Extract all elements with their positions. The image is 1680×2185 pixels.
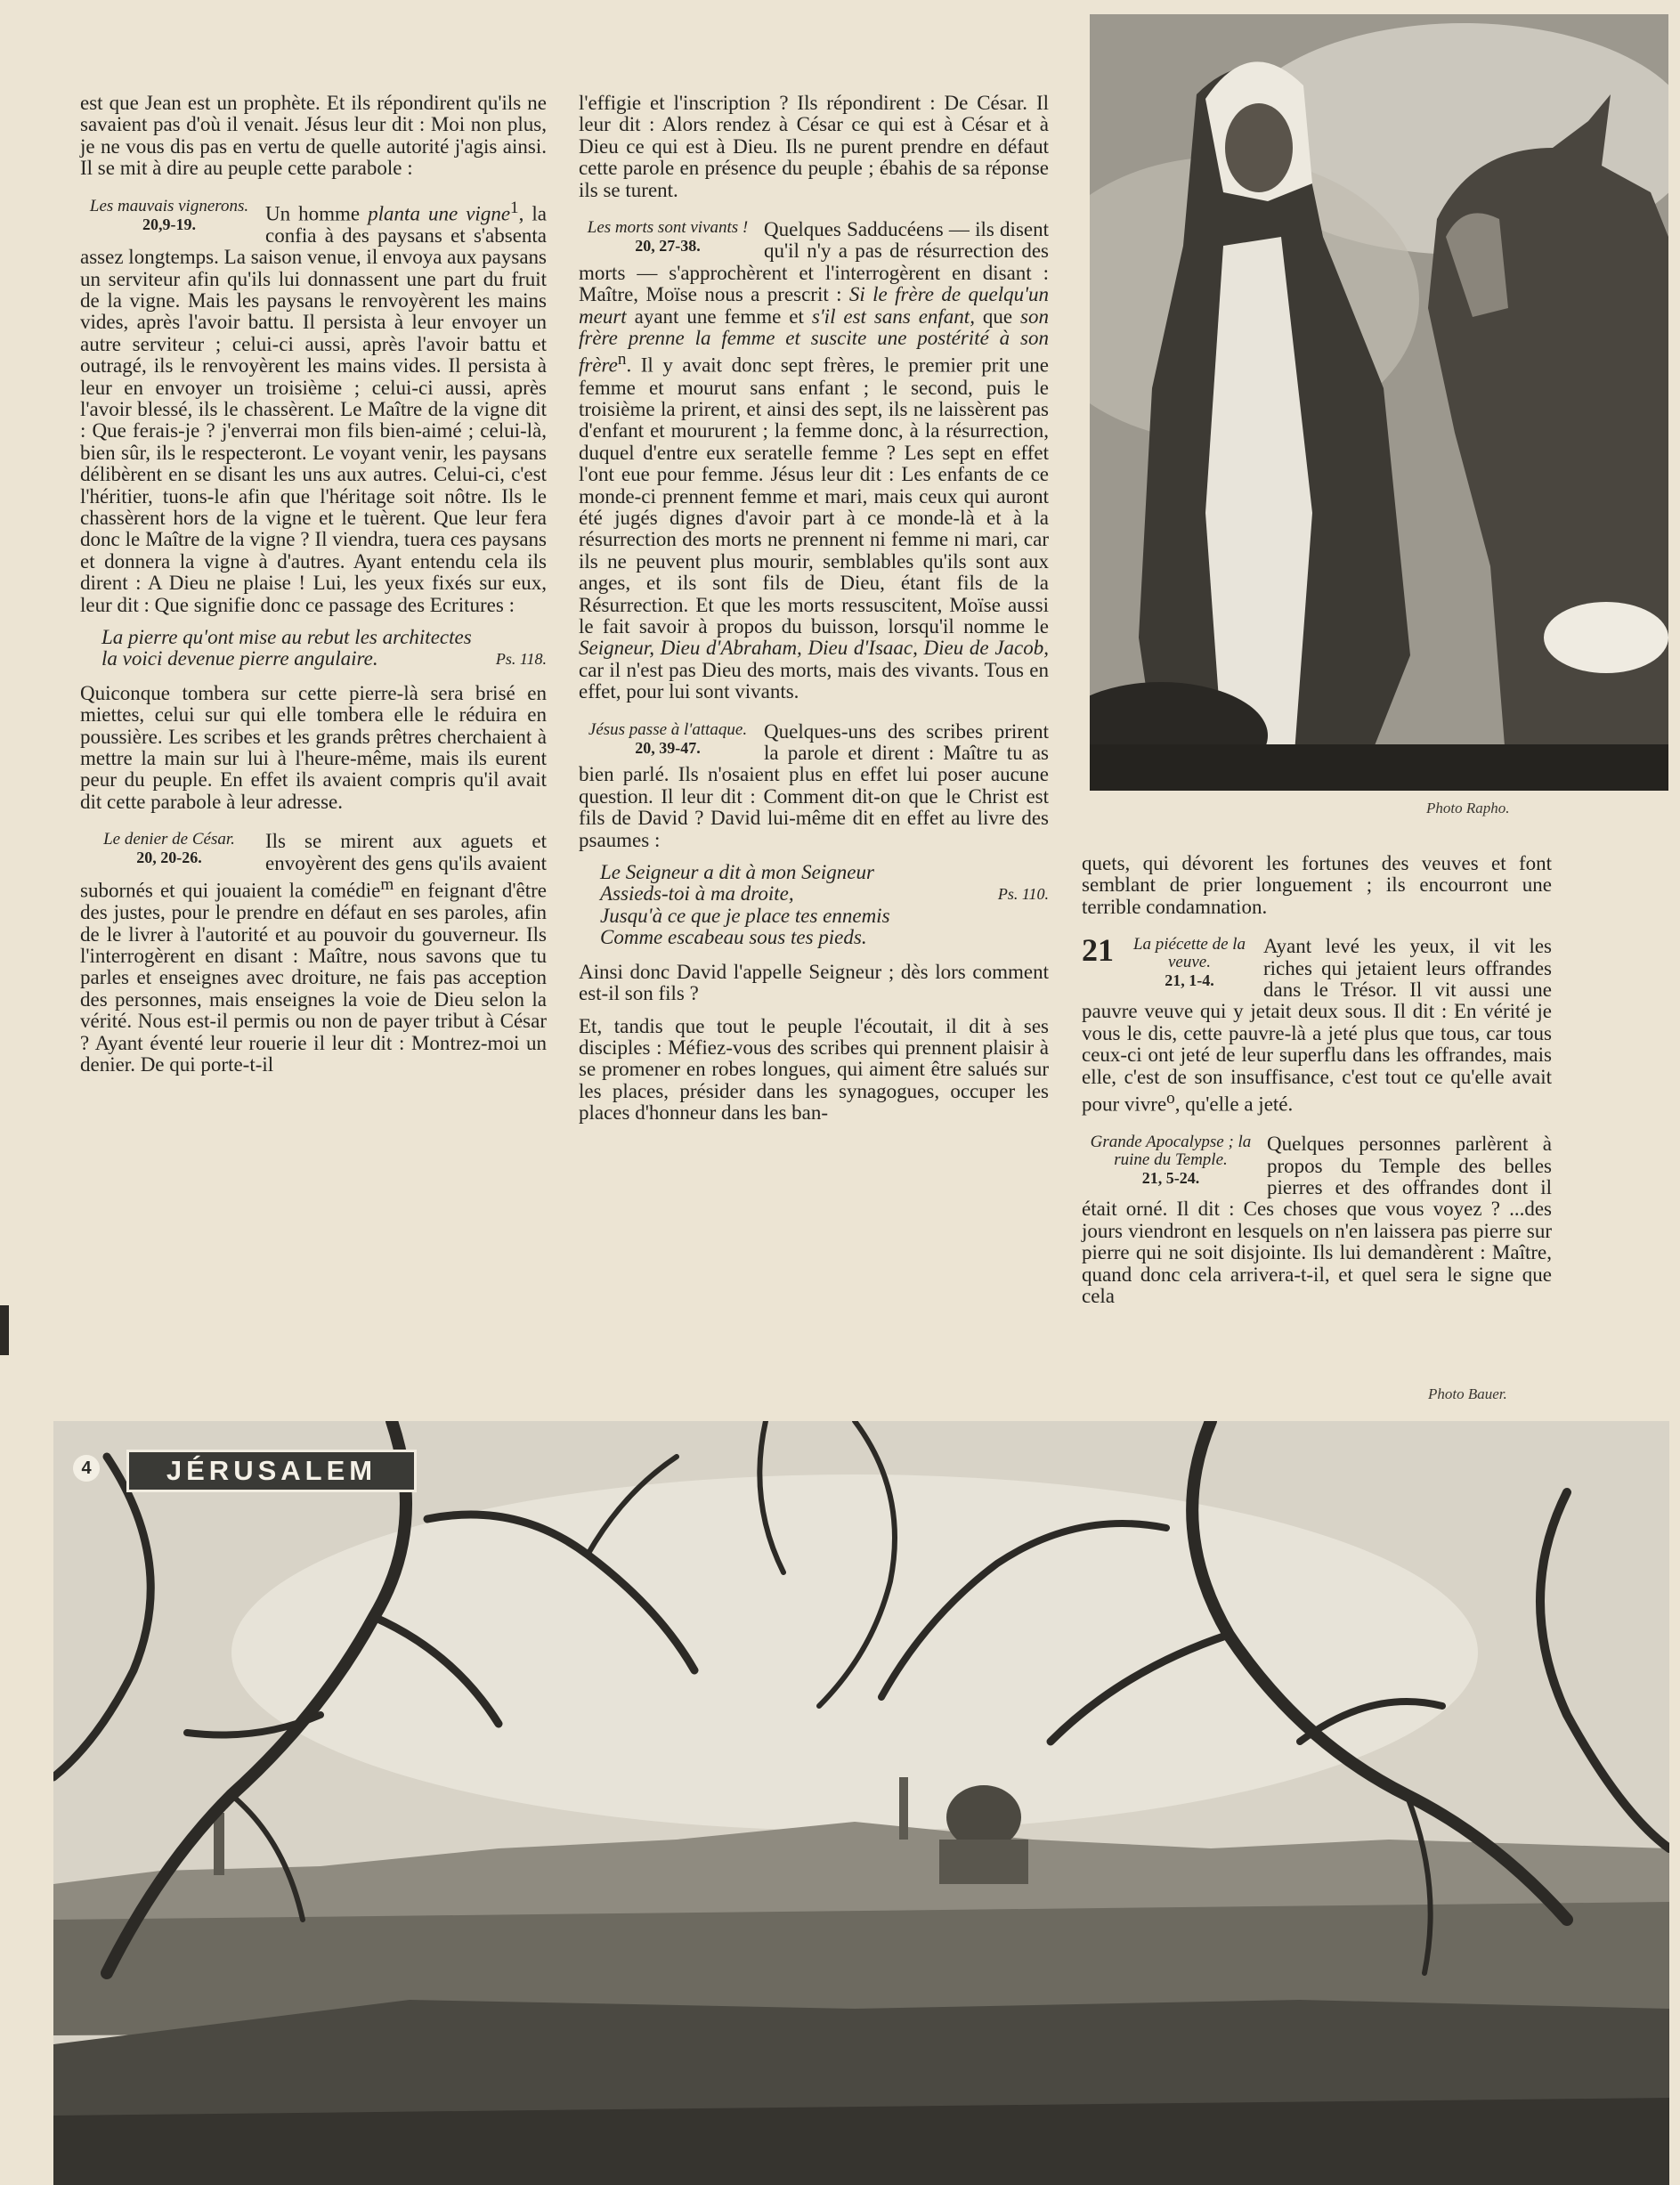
margin-note [1123,936,1256,989]
italic-run: planta une vigne [368,202,511,225]
photo-illustration [53,1421,1669,2185]
italic-run: s'il est sans enfant, [811,305,975,328]
paragraph: Et, tandis que tout le peuple l'écoutait, il dit à ses disciples : Méfiez-vous des scribes qui prennent plaisir à se promener en robes longues, qui aiment être salués sur les places, présider dans les synagogues, occuper les places d'honneur dans les ban- [579,1014,1049,1125]
paragraph [80,831,547,1076]
paragraph: Quelques personnes parlèrent à propos du Temple des belles pierres et des offrandes dont il était orné. Il dit : Ces choses que vous voyez ? ...des jours viendront en lesquels on n'en laissera pas pierre sur pierre qui ne soit disjointe. Ils lui demandèrent : Maître, quand donc cela arrivera-t-il, et quel sera le signe que cela [1082,1133,1552,1307]
text-run: Ils se mirent aux aguets et envoyèrent des gens qu'ils avaient subornés et qui jouaient la comédie [80,830,547,902]
text-run: Un homme [265,202,369,225]
section-denier-cesar [80,831,547,1076]
italic-run: Seigneur, Dieu d'Abraham, Dieu d'Isaac, Dieu de Jacob, [579,637,1049,660]
psalm-ref: Ps. 118. [495,650,547,669]
margin-note [579,721,757,757]
text-run: ayant une femme et [626,305,812,328]
photo-credit-bottom: Photo Bauer. [1428,1385,1507,1402]
margin-note-ref: 21, 1-4. [1165,971,1214,990]
footnote-mark: o [1166,1089,1175,1109]
margin-note-title: La piécette de la veuve. [1132,935,1246,972]
margin-note-title: Jésus passe à l'attaque. [588,719,748,739]
margin-note-ref: 20, 39-47. [635,738,701,757]
section-grande-apocalypse [1082,1133,1552,1307]
photo-jerusalem-panorama [53,1421,1669,2185]
text-column-3 [1082,853,1552,1318]
section-piecette-veuve [1082,932,1552,1116]
quote-line: La pierre qu'ont mise au rebut les architectes [101,626,472,648]
section-jesus-attaque [579,721,1049,851]
paragraph [579,219,1049,703]
page-edge-mark [0,1305,9,1355]
paragraph: est que Jean est un prophète. Et ils répondirent qu'ils ne savaient pas d'où il venait. Jésus leur dit : Moi non plus, je ne vous dis pas en vertu de quelle autorité j'agis ainsi. Il se mit à dire au peuple cette parabole : [80,92,547,180]
margin-note [80,198,258,233]
margin-note-ref: 21, 5-24. [1141,1169,1200,1188]
page-number: 4 [73,1455,100,1482]
photo-credit-top: Photo Rapho. [1426,800,1510,816]
text-run: Quelques Sadducéens — ils disent qu'il n'y a pas de résurrection des morts — s'approchèrent et l'interrogèrent en disant : Maître, Moïse nous a prescrit : [579,218,1049,306]
margin-note [80,831,258,866]
paragraph: Quiconque tombera sur cette pierre-là sera brisé en miettes, celui sur qui elle tombera elle le réduira en poussière. Les scribes et les grands prêtres cherchaient à mettre la main sur lui à l'heure-même, mais ils eurent peur du peuple. En effet ils avaient compris qu'il avait dit cette parabole à leur adresse. [80,681,547,813]
text-run: , qu'elle a jeté. [1174,1092,1294,1116]
text-column-1 [80,93,547,1086]
footnote-mark: 1 [510,198,519,217]
text-run: que [974,305,1021,328]
text-run: , la confia à des paysans et s'absenta assez longtemps. La saison venue, il envoya aux paysans un serviteur afin qu'ils lui donnassent une part du fruit de la vigne. Mais les paysans le renvoyèrent les mains vides, après l'avoir battu. Il persista à leur envoyer un autre serviteur ; celui-ci aussi, après l'avoir battu et outragé, ils le renvoyèrent les mains vides. Il persista à leur en envoyer un troisième ; celui-ci aussi, après l'avoir blessé, ils le chassèrent. Le Maître de la vigne dit : Que ferais-je ? j'enverrai mon fils bien-aimé ; celui-là, bien sûr, ils le respecteront. Le voyant venir, les paysans délibèrent en se disant les uns aux autres. Celui-ci, c'est l'héritier, tuons-le afin que l'héritage soit nôtre. Ils le chassèrent hors de la vigne et le tuèrent. Que leur fera donc le Maître de la vigne ? Il viendra, tuera ces paysans et donnera la vigne à d'autres. Ayant entendu cela ils dirent : A Dieu ne plaise ! Lui, les yeux fixés sur eux, leur dit : Que signifie donc ce passage des Ecritures : [80,202,547,616]
quote-line: Assieds-toi à ma droite, [600,882,794,906]
text-run: en feignant d'être des justes, pour le prendre en défaut en ses paroles, afin de le livrer à l'autorité et au pouvoir du gouverneur. Ils l'interrogèrent en disant : Maître, nous savons que tu parles et enseignes avec droiture, ne fais pas acception des personnes, mais enseignes la voie de Dieu selon la vérité. Nous est-il permis ou non de payer tribut à César ? Ayant éventé leur rouerie il leur dit : Montrez-moi un denier. De qui porte-t-il [80,879,547,1076]
section-mauvais-vignerons [80,198,547,616]
paragraph: quets, qui dévorent les fortunes des veuves et font semblant de prier longuement ; ils encourront une terrible condamnation. [1082,852,1552,918]
margin-note-title: Les mauvais vignerons. [89,196,249,215]
margin-note-ref: 20, 27-38. [635,237,701,256]
section-morts-vivants [579,219,1049,703]
psalm-ref: Ps. 110. [997,885,1049,904]
margin-note-title: Grande Apocalypse ; la ruine du Temple. [1090,1133,1252,1170]
footnote-mark: n [617,350,627,370]
paragraph: Ainsi donc David l'appelle Seigneur ; dès lors comment est-il son fils ? [579,960,1049,1005]
text-run: car il n'est pas Dieu des morts, mais des vivants. Tous en effet, pour lui sont vivants. [579,658,1049,703]
paragraph: Quelques-uns des scribes prirent la parole et dirent : Maître tu as bien parlé. Ils n'osaient plus en effet lui poser aucune question. Il leur dit : Comment dit-on que le Christ est fils de David ? David lui-même dit en effet au livre des psaumes : [579,719,1049,851]
italic-run: son frère prenne la femme et suscite une postérité à son frère [579,305,1049,378]
scripture-quote [600,862,1049,949]
italic-run: Si le frère de quelqu'un meurt [579,283,1049,328]
margin-note-title: Les morts sont vivants ! [587,218,749,238]
quote-line: Le Seigneur a dit à mon Seigneur [600,861,874,884]
text-column-2 [579,93,1049,1135]
quote-line: Jusqu'à ce que je place tes ennemis [600,904,890,927]
chapter-number: 21 [1082,932,1114,969]
text-run: Ayant levé les yeux, il vit les riches qui jetaient leurs offrandes dans le Trésor. Il vit aussi une pauvre veuve qui y jetait deux sous. Il dit : En vérité je vous le dis, cette pauvre-là a jeté plus que tous, car tous ceux-ci ont jeté de leur superflu dans les offrandes, mais elle, c'est de son insuffisance, c'est tout ce qu'elle avait pour vivre [1082,935,1552,1116]
margin-note-title: Le denier de César. [103,830,235,849]
margin-note [579,219,757,255]
quote-line: Comme escabeau sous tes pieds. [600,926,867,949]
photo-bedouin-with-donkey [1090,14,1668,791]
margin-note [1082,1133,1260,1187]
margin-note-ref: 20,9-19. [142,215,196,233]
location-banner: JÉRUSALEM [126,1450,417,1492]
margin-note-ref: 20, 20-26. [136,849,202,867]
paragraph: l'effigie et l'inscription ? Ils répondirent : De César. Il leur dit : Alors rendez à César ce qui est à César et à Dieu ce qui est à Dieu. Ils ne purent prendre en défaut cette parole en présence du peuple ; ébahis de sa réponse ils se turent. [579,92,1049,201]
photo-illustration [1090,14,1668,791]
quote-line: la voici devenue pierre angulaire. [101,647,378,670]
text-run: . Il y avait donc sept frères, le premier prit une femme et mourut sans enfant ; le second, puis le troisième la prirent, et ainsi des sept, ils ne laissèrent pas d'enfant et moururent ; la femme donc, à la résurrection, duquel d'entre eux seratelle femme ? Les sept en effet l'ont eue pour femme. Jésus leur dit : Les enfants de ce monde-ci prennent femme et mari, mais ceux qui auront été jugés dignes d'avoir part à ce monde-là et à la résurrection des morts ne prennent ni femme ni mari, car ils ne peuvent plus mourir, semblables qu'ils sont aux anges, et ils sont fils de Dieu, étant fils de la Résurrection. Et que les morts ressuscitent, Moïse aussi le fait savoir à propos du buisson, lorsqu'il nomme le [579,354,1049,638]
paragraph [80,198,547,616]
scripture-quote [101,627,547,670]
footnote-mark: m [380,875,394,895]
